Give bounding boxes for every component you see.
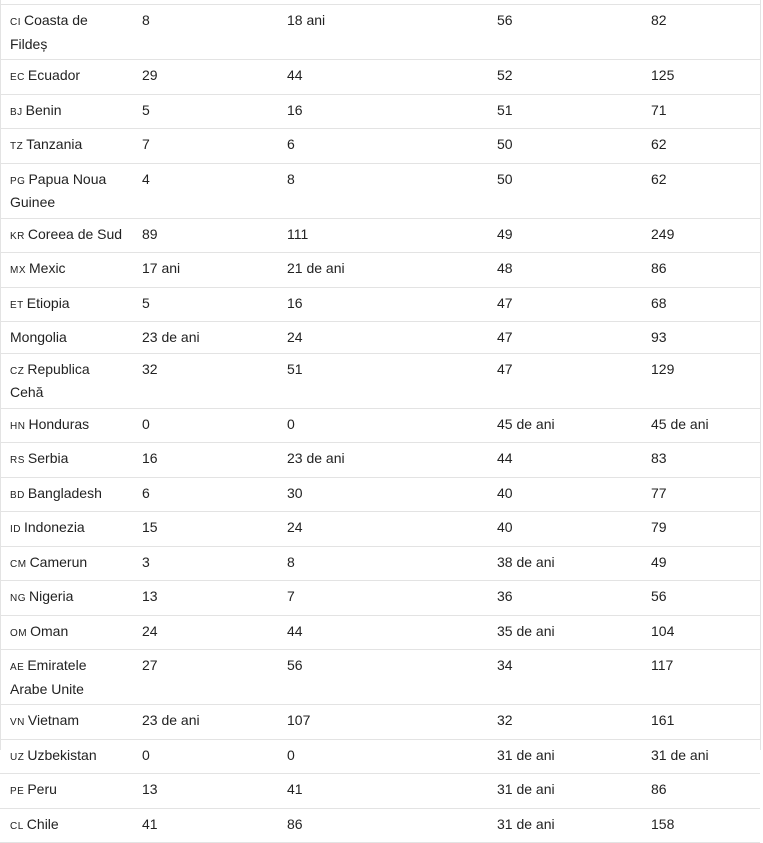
country-cell (0, 774, 132, 809)
country-code-flag: KR (10, 230, 25, 242)
value-cell-col2: 27 (132, 650, 277, 705)
value-cell-col2: 17 ani (132, 253, 277, 288)
table-row (0, 5, 760, 60)
country-cell (0, 287, 132, 322)
country-name: Coreea de Sud (27, 225, 123, 242)
table-right-edge (760, 0, 761, 750)
table-row (0, 218, 760, 253)
country-cell (0, 353, 132, 408)
value-cell-col4: 49 (487, 218, 641, 253)
value-cell-col5: 62 (641, 129, 760, 164)
country-name: Republica Cehă (10, 360, 90, 400)
value-cell-col2: 16 (132, 443, 277, 478)
value-cell-col4: 40 (487, 477, 641, 512)
table-row (0, 163, 760, 218)
value-cell-col4: 32 (487, 705, 641, 740)
value-cell-col3: 107 (277, 705, 487, 740)
table-row (0, 253, 760, 288)
country-code-flag: BJ (10, 106, 23, 118)
value-cell-col4: 50 (487, 129, 641, 164)
value-cell-col4: 34 (487, 650, 641, 705)
country-name: Serbia (27, 450, 69, 466)
table-row (0, 705, 760, 740)
table-row (0, 408, 760, 443)
country-cell (0, 408, 132, 443)
country-code-flag: CI (10, 17, 21, 28)
value-cell-col2: 0 (132, 408, 277, 443)
table-row (0, 477, 760, 512)
country-name: Mexic (29, 260, 66, 276)
value-cell-col3: 7 (277, 581, 487, 616)
value-cell-col5: 71 (641, 94, 760, 129)
value-cell-col4: 40 (487, 512, 641, 547)
country-cell (0, 163, 132, 218)
value-cell-col2: 13 (132, 774, 277, 809)
value-cell-col3: 41 (277, 774, 487, 809)
country-cell (0, 443, 132, 478)
value-cell-col3: 16 (277, 94, 487, 129)
value-cell-col2: 23 de ani (132, 705, 277, 740)
value-cell-col4: 36 (487, 581, 641, 616)
country-name: Indonezia (24, 519, 85, 535)
value-cell-col3: 23 de ani (277, 443, 487, 478)
value-cell-col3: 6 (277, 129, 487, 164)
country-cell (0, 5, 132, 60)
value-cell-col2: 4 (132, 163, 277, 218)
country-cell (0, 546, 132, 581)
country-name: Ecuador (27, 67, 81, 83)
value-cell-col5: 117 (641, 650, 760, 705)
country-cell (0, 581, 132, 616)
country-name: Nigeria (29, 588, 74, 604)
table-row (0, 443, 760, 478)
country-name: Coasta de Fildeș (10, 12, 88, 52)
value-cell-col5: 82 (641, 5, 760, 60)
value-cell-col4: 47 (487, 287, 641, 322)
value-cell-col2: 24 (132, 615, 277, 650)
value-cell-col5: 83 (641, 443, 760, 478)
country-cell (0, 650, 132, 705)
country-cell (0, 218, 132, 253)
country-code-flag: EC (10, 72, 25, 83)
value-cell-col4: 38 de ani (487, 546, 641, 581)
country-code-flag: MX (10, 265, 26, 276)
country-code-flag: AE (10, 662, 25, 673)
value-cell-col5: 249 (641, 218, 760, 253)
country-code-flag: PE (10, 786, 25, 797)
table-row (0, 739, 760, 774)
value-cell-col2: 7 (132, 129, 277, 164)
value-cell-col4: 48 (487, 253, 641, 288)
country-cell (0, 739, 132, 774)
value-cell-col4: 31 de ani (487, 774, 641, 809)
table-body (0, 5, 760, 843)
country-cell (0, 94, 132, 129)
country-code-flag: PG (10, 175, 26, 187)
value-cell-col2: 8 (132, 5, 277, 60)
country-cell (0, 322, 132, 354)
country-cell (0, 477, 132, 512)
value-cell-col5: 93 (641, 322, 760, 354)
value-cell-col5: 129 (641, 353, 760, 408)
value-cell-col4: 51 (487, 94, 641, 129)
value-cell-col2: 41 (132, 808, 277, 843)
value-cell-col2: 23 de ani (132, 322, 277, 354)
value-cell-col5: 79 (641, 512, 760, 547)
value-cell-col3: 56 (277, 650, 487, 705)
value-cell-col5: 125 (641, 60, 760, 95)
country-stats-table (0, 4, 760, 843)
value-cell-col2: 32 (132, 353, 277, 408)
country-name: Oman (30, 622, 69, 639)
value-cell-col5: 49 (641, 546, 760, 581)
country-code-flag: ET (10, 299, 24, 311)
value-cell-col2: 5 (132, 287, 277, 322)
value-cell-col5: 77 (641, 477, 760, 512)
value-cell-col4: 44 (487, 443, 641, 478)
value-cell-col4: 31 de ani (487, 808, 641, 843)
country-code-flag: CZ (10, 365, 25, 377)
value-cell-col3: 18 ani (277, 5, 487, 60)
country-name: Peru (27, 781, 57, 797)
value-cell-col5: 161 (641, 705, 760, 740)
value-cell-col2: 6 (132, 477, 277, 512)
table-row (0, 60, 760, 95)
country-code-flag: VN (10, 717, 25, 728)
table-row (0, 808, 760, 843)
table-row (0, 774, 760, 809)
value-cell-col3: 0 (277, 739, 487, 774)
value-cell-col3: 8 (277, 546, 487, 581)
country-code-flag: HN (10, 420, 26, 432)
value-cell-col5: 86 (641, 253, 760, 288)
table-row (0, 94, 760, 129)
value-cell-col3: 21 de ani (277, 253, 487, 288)
value-cell-col4: 31 de ani (487, 739, 641, 774)
value-cell-col3: 51 (277, 353, 487, 408)
country-name: Benin (25, 101, 62, 118)
value-cell-col5: 104 (641, 615, 760, 650)
table-row (0, 512, 760, 547)
table-row (0, 353, 760, 408)
table-left-edge (0, 0, 1, 750)
value-cell-col5: 86 (641, 774, 760, 809)
country-name: Honduras (28, 415, 90, 432)
country-name: Mongolia (10, 329, 67, 345)
country-code-flag: BD (10, 489, 25, 501)
value-cell-col5: 56 (641, 581, 760, 616)
value-cell-col2: 0 (132, 739, 277, 774)
value-cell-col3: 0 (277, 408, 487, 443)
country-code-flag: OM (10, 627, 28, 639)
country-code-flag: CL (10, 820, 24, 832)
value-cell-col2: 13 (132, 581, 277, 616)
value-cell-col5: 31 de ani (641, 739, 760, 774)
country-code-flag: RS (10, 455, 25, 466)
country-code-flag: UZ (10, 751, 25, 763)
value-cell-col4: 56 (487, 5, 641, 60)
table-row (0, 615, 760, 650)
country-name: Bangladesh (27, 484, 102, 501)
value-cell-col4: 50 (487, 163, 641, 218)
country-code-flag: ID (10, 524, 21, 535)
value-cell-col2: 5 (132, 94, 277, 129)
value-cell-col3: 30 (277, 477, 487, 512)
country-code-flag: TZ (10, 141, 24, 152)
table-row (0, 322, 760, 354)
value-cell-col4: 52 (487, 60, 641, 95)
table-row (0, 129, 760, 164)
country-cell (0, 615, 132, 650)
value-cell-col5: 62 (641, 163, 760, 218)
country-name: Papua Noua Guinee (10, 170, 107, 210)
value-cell-col4: 47 (487, 353, 641, 408)
value-cell-col2: 89 (132, 218, 277, 253)
value-cell-col2: 15 (132, 512, 277, 547)
value-cell-col3: 16 (277, 287, 487, 322)
country-name: Uzbekistan (27, 746, 97, 763)
value-cell-col4: 45 de ani (487, 408, 641, 443)
table-row (0, 546, 760, 581)
value-cell-col5: 68 (641, 287, 760, 322)
country-name: Emiratele Arabe Unite (10, 657, 87, 697)
country-cell (0, 129, 132, 164)
country-name: Etiopia (26, 294, 70, 311)
country-name: Camerun (29, 553, 88, 570)
value-cell-col3: 86 (277, 808, 487, 843)
country-code-flag: CM (10, 558, 27, 570)
country-cell (0, 60, 132, 95)
value-cell-col3: 24 (277, 512, 487, 547)
value-cell-col4: 47 (487, 322, 641, 354)
country-name: Vietnam (27, 712, 80, 728)
country-cell (0, 253, 132, 288)
value-cell-col3: 44 (277, 60, 487, 95)
country-code-flag: NG (10, 593, 26, 604)
value-cell-col5: 158 (641, 808, 760, 843)
country-cell (0, 808, 132, 843)
value-cell-col2: 3 (132, 546, 277, 581)
country-cell (0, 512, 132, 547)
value-cell-col5: 45 de ani (641, 408, 760, 443)
value-cell-col3: 24 (277, 322, 487, 354)
value-cell-col3: 111 (277, 218, 487, 253)
country-name: Chile (26, 815, 59, 832)
value-cell-col4: 35 de ani (487, 615, 641, 650)
value-cell-col3: 44 (277, 615, 487, 650)
value-cell-col3: 8 (277, 163, 487, 218)
value-cell-col2: 29 (132, 60, 277, 95)
table-row (0, 650, 760, 705)
table-row (0, 581, 760, 616)
country-cell (0, 705, 132, 740)
table-row (0, 287, 760, 322)
country-name: Tanzania (26, 136, 83, 152)
